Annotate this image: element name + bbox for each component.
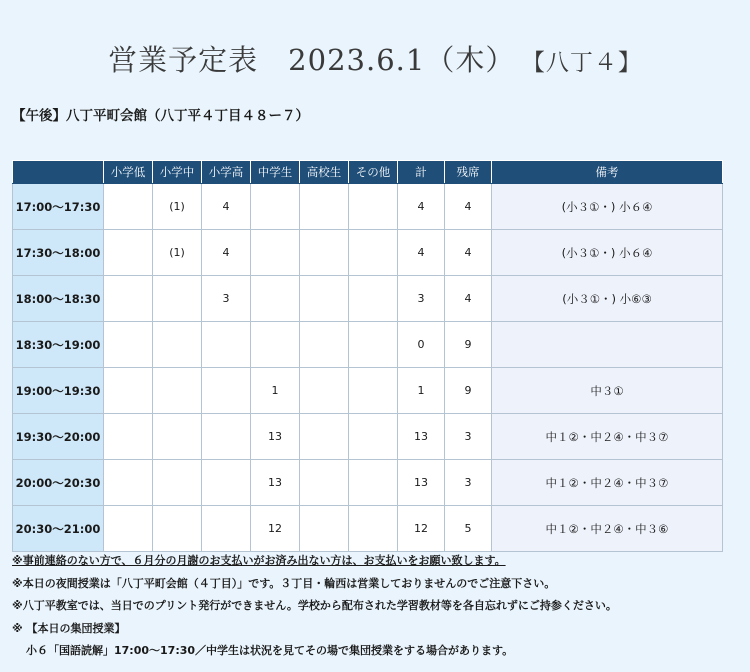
group-lesson-note: 小６「国語読解」17:00〜17:30／中学生は状況を見てその場で集団授業をする場合があります。: [26, 644, 514, 657]
count-high-school: [300, 230, 349, 276]
count-junior-high: 12: [251, 506, 300, 552]
schedule-table: [12, 160, 723, 552]
remarks: [492, 322, 723, 368]
count-elementary-mid: [153, 506, 202, 552]
count-elementary-high: [202, 460, 251, 506]
table-row: [13, 184, 723, 230]
column-header: 計: [398, 161, 445, 184]
remaining-seats: 4: [445, 230, 492, 276]
time-slot: 17:00〜17:30: [13, 184, 104, 230]
remaining-seats: 9: [445, 322, 492, 368]
remaining-seats: 9: [445, 368, 492, 414]
notes-section: [12, 550, 742, 663]
column-header: 小学低: [104, 161, 153, 184]
count-elementary-high: 3: [202, 276, 251, 322]
venue-note: ※本日の夜間授業は「八丁平町会館（４丁目）」です。３丁目・輪西は営業しておりませんのでご注意下さい。: [12, 576, 556, 590]
count-high-school: [300, 414, 349, 460]
column-header: 小学中: [153, 161, 202, 184]
count-total: 13: [398, 414, 445, 460]
count-elementary-high: [202, 506, 251, 552]
count-elementary-mid: (1): [153, 184, 202, 230]
count-junior-high: [251, 230, 300, 276]
count-elementary-mid: (1): [153, 230, 202, 276]
time-slot: 20:00〜20:30: [13, 460, 104, 506]
count-elementary-high: 4: [202, 184, 251, 230]
count-total: 0: [398, 322, 445, 368]
remaining-seats: 4: [445, 184, 492, 230]
count-other: [349, 276, 398, 322]
table-row: [13, 460, 723, 506]
count-high-school: [300, 322, 349, 368]
count-elementary-mid: [153, 322, 202, 368]
column-header: 中学生: [251, 161, 300, 184]
print-note: ※八丁平教室では、当日でのプリント発行ができません。学校から配布された学習教材等を各自忘れずにご持参ください。: [12, 599, 617, 612]
time-slot: 18:30〜19:00: [13, 322, 104, 368]
group-lesson-heading: ※ 【本日の集団授業】: [12, 621, 126, 635]
remaining-seats: 4: [445, 276, 492, 322]
count-junior-high: 13: [251, 460, 300, 506]
count-elementary-high: [202, 368, 251, 414]
remaining-seats: 5: [445, 506, 492, 552]
table-row: [13, 276, 723, 322]
table-row: [13, 368, 723, 414]
count-elementary-mid: [153, 414, 202, 460]
column-header: 高校生: [300, 161, 349, 184]
payment-note: ※事前連絡のない方で、６月分の月謝のお支払いがお済み出ない方は、お支払いをお願い致します。: [12, 554, 506, 567]
time-slot: 19:00〜19:30: [13, 368, 104, 414]
remarks: (小３①・) 小６④: [492, 184, 723, 230]
count-junior-high: [251, 276, 300, 322]
time-slot: 20:30〜21:00: [13, 506, 104, 552]
time-slot: 18:00〜18:30: [13, 276, 104, 322]
remarks: (小３①・) 小⑥③: [492, 276, 723, 322]
count-elementary-low: [104, 460, 153, 506]
table-header-row: [13, 161, 723, 184]
remaining-seats: 3: [445, 460, 492, 506]
count-total: 12: [398, 506, 445, 552]
count-elementary-low: [104, 368, 153, 414]
column-header: 備考: [492, 161, 723, 184]
column-header: その他: [349, 161, 398, 184]
title-text: 営業予定表 2023.6.1（木）: [108, 43, 516, 77]
count-high-school: [300, 460, 349, 506]
count-elementary-mid: [153, 368, 202, 414]
count-other: [349, 414, 398, 460]
remarks: 中１②・中２④・中３⑦: [492, 460, 723, 506]
count-elementary-mid: [153, 460, 202, 506]
count-elementary-low: [104, 230, 153, 276]
classroom-tag: 【八丁４】: [533, 50, 642, 76]
count-junior-high: 1: [251, 368, 300, 414]
count-elementary-low: [104, 322, 153, 368]
count-other: [349, 460, 398, 506]
count-elementary-low: [104, 414, 153, 460]
count-high-school: [300, 368, 349, 414]
count-other: [349, 506, 398, 552]
count-junior-high: 13: [251, 414, 300, 460]
count-other: [349, 322, 398, 368]
count-total: 4: [398, 230, 445, 276]
count-other: [349, 184, 398, 230]
time-slot: 17:30〜18:00: [13, 230, 104, 276]
count-elementary-high: [202, 414, 251, 460]
count-junior-high: [251, 184, 300, 230]
table-row: [13, 230, 723, 276]
column-header: 小学高: [202, 161, 251, 184]
time-slot: 19:30〜20:00: [13, 414, 104, 460]
count-elementary-low: [104, 276, 153, 322]
table-row: [13, 322, 723, 368]
remarks: 中３①: [492, 368, 723, 414]
count-total: 3: [398, 276, 445, 322]
count-total: 13: [398, 460, 445, 506]
count-high-school: [300, 276, 349, 322]
remarks: 中１②・中２④・中３⑦: [492, 414, 723, 460]
count-elementary-high: 4: [202, 230, 251, 276]
count-total: 1: [398, 368, 445, 414]
location-label: 【午後】八丁平町会館（八丁平４丁目４８ー７）: [12, 108, 309, 124]
count-elementary-low: [104, 506, 153, 552]
remarks: 中１②・中２④・中３⑥: [492, 506, 723, 552]
count-high-school: [300, 184, 349, 230]
table-row: [13, 506, 723, 552]
count-high-school: [300, 506, 349, 552]
count-elementary-low: [104, 184, 153, 230]
count-elementary-mid: [153, 276, 202, 322]
count-total: 4: [398, 184, 445, 230]
count-other: [349, 368, 398, 414]
count-elementary-high: [202, 322, 251, 368]
count-junior-high: [251, 322, 300, 368]
page-title: [0, 38, 750, 79]
column-header: [13, 161, 104, 184]
remarks: (小３①・) 小６④: [492, 230, 723, 276]
table-row: [13, 414, 723, 460]
count-other: [349, 230, 398, 276]
remaining-seats: 3: [445, 414, 492, 460]
column-header: 残席: [445, 161, 492, 184]
